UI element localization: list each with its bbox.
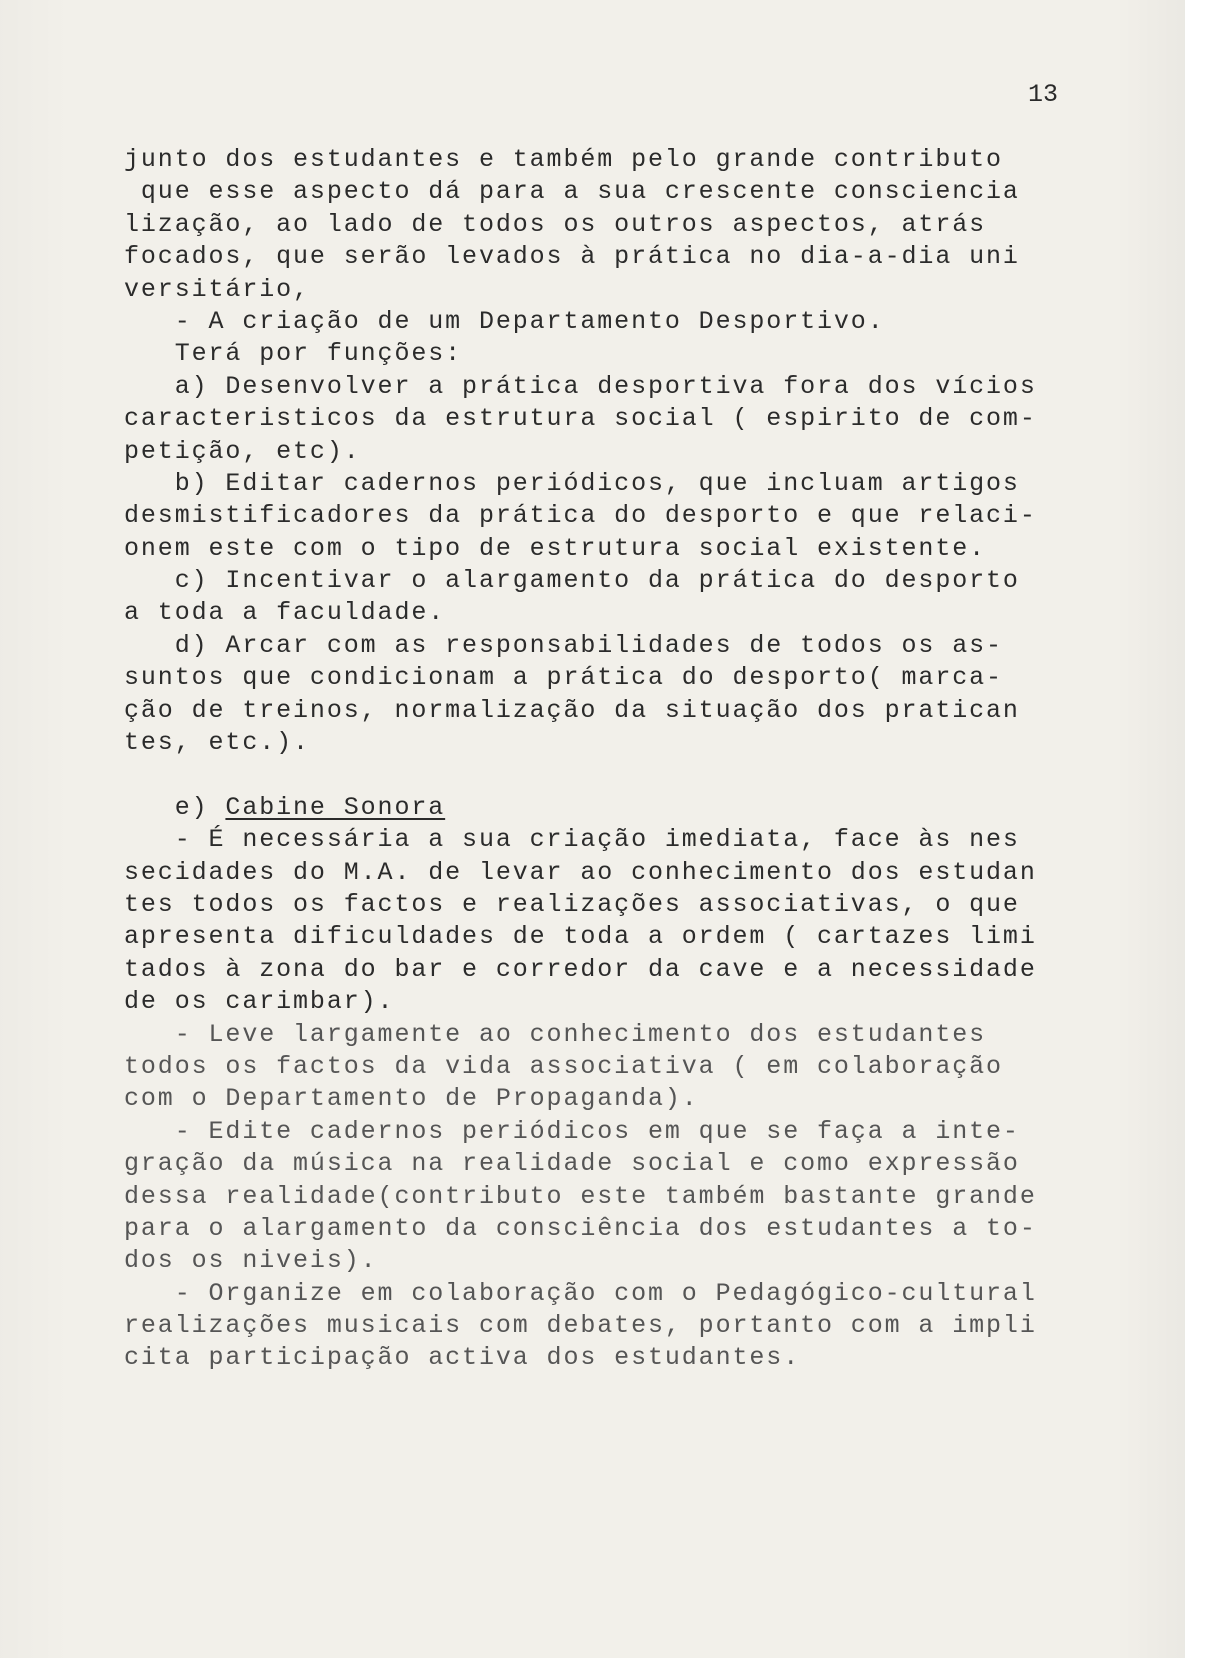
text-line: - Leve largamente ao conhecimento dos estudantes: [124, 1019, 987, 1049]
text-line: versitário,: [124, 274, 310, 304]
text-line: de os carimbar).: [124, 987, 395, 1017]
text-line: a toda a faculdade.: [124, 598, 446, 628]
text-line: cita participação activa dos estudantes.: [124, 1343, 801, 1373]
text-line: - É necessária a sua criação imediata, face às nes: [124, 825, 1020, 855]
text-line: - Organize em colaboração com o Pedagógico-cultural: [124, 1278, 1037, 1308]
text-line: - A criação de um Departamento Desportivo.: [124, 306, 885, 336]
text-line: c) Incentivar o alargamento da prática do desporto: [124, 566, 1020, 596]
text-line: lização, ao lado de todos os outros aspectos, atrás: [124, 209, 987, 239]
text-line: realizações musicais com debates, portanto com a impli: [124, 1311, 1037, 1341]
text-line: petição, etc).: [124, 436, 361, 466]
text-line: dos os niveis).: [124, 1246, 378, 1276]
text-line: b) Editar cadernos periódicos, que incluam artigos: [124, 468, 1020, 498]
text-line: junto dos estudantes e também pelo grande contributo: [124, 145, 1003, 174]
text-line: focados, que serão levados à prática no dia-a-dia uni: [124, 242, 1020, 272]
body-text: [124, 144, 1104, 1375]
section-heading-line: [124, 792, 1104, 824]
text-line: dessa realidade(contributo este também bastante grande: [124, 1181, 1037, 1211]
text-line: tados à zona do bar e corredor da cave e a necessidade: [124, 954, 1037, 984]
text-line: secidades do M.A. de levar ao conhecimento dos estudan: [124, 857, 1037, 887]
text-line: Terá por funções:: [124, 339, 463, 369]
text-line: desmistificadores da prática do desporto e que relaci-: [124, 501, 1037, 531]
text-line: que esse aspecto dá para a sua crescente consciencia: [124, 177, 1020, 207]
page-number: 13: [1028, 80, 1059, 109]
text-line: ção de treinos, normalização da situação dos pratican: [124, 695, 1020, 725]
text-line: - Edite cadernos periódicos em que se faça a inte-: [124, 1116, 1020, 1146]
text-line: gração da música na realidade social e como expressão: [124, 1149, 1020, 1179]
text-line: onem este com o tipo de estrutura social existente.: [124, 533, 987, 563]
text-line: todos os factos da vida associativa ( em colaboração: [124, 1051, 1003, 1081]
text-line: para o alargamento da consciência dos estudantes a to-: [124, 1213, 1037, 1243]
text-line: tes todos os factos e realizações associativas, o que: [124, 889, 1020, 919]
text-line: a) Desenvolver a prática desportiva fora dos vícios: [124, 371, 1037, 401]
text-line: suntos que condicionam a prática do desporto( marca-: [124, 663, 1003, 693]
text-line: com o Departamento de Propaganda).: [124, 1084, 699, 1114]
text-line: apresenta dificuldades de toda a ordem ( cartazes limi: [124, 922, 1037, 952]
paragraph-gap: [124, 759, 1104, 791]
text-line: d) Arcar com as responsabilidades de todos os as-: [124, 630, 1003, 660]
text-line: tes, etc.).: [124, 728, 310, 758]
section-marker: e): [124, 792, 226, 822]
section-heading: Cabine Sonora: [225, 792, 446, 822]
text-line: caracteristicos da estrutura social ( espirito de com-: [124, 404, 1037, 434]
